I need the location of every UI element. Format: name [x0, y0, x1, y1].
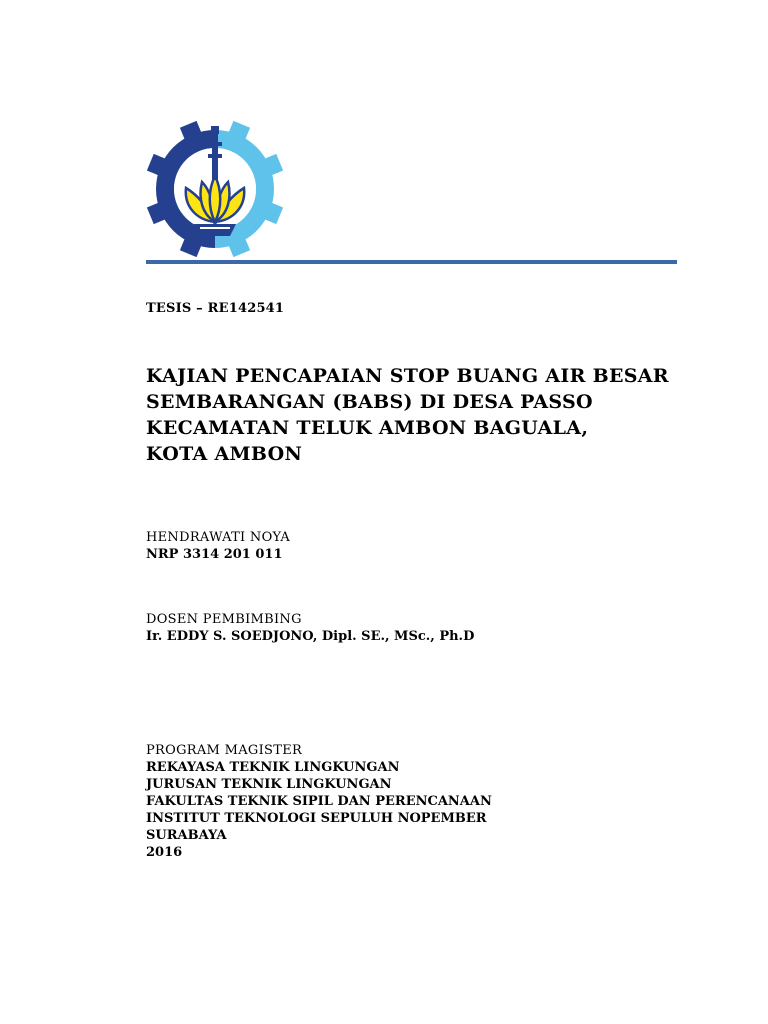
advisor-block	[146, 611, 474, 645]
institution-line: JURUSAN TEKNIK LINGKUNGAN	[146, 777, 392, 792]
institution-block	[146, 742, 492, 861]
gear-lotus-icon	[144, 118, 286, 260]
institution-line: REKAYASA TEKNIK LINGKUNGAN	[146, 760, 400, 775]
institution-line: PROGRAM MAGISTER	[146, 743, 303, 758]
author-name: HENDRAWATI NOYA	[146, 530, 291, 545]
institution-line: FAKULTAS TEKNIK SIPIL DAN PERENCANAAN	[146, 794, 492, 809]
title-line: KAJIAN PENCAPAIAN STOP BUANG AIR BESAR	[146, 365, 669, 387]
title-line: SEMBARANGAN (BABS) DI DESA PASSO	[146, 391, 593, 413]
title-line: KOTA AMBON	[146, 443, 303, 465]
author-nrp: NRP 3314 201 011	[146, 547, 283, 562]
document-code: TESIS – RE142541	[146, 301, 285, 316]
its-logo-icon	[144, 118, 286, 260]
institution-line: 2016	[146, 845, 183, 860]
institution-line: INSTITUT TEKNOLOGI SEPULUH NOPEMBER	[146, 811, 487, 826]
title-line: KECAMATAN TELUK AMBON BAGUALA,	[146, 417, 589, 439]
author-block	[146, 529, 290, 563]
institution-line: SURABAYA	[146, 828, 227, 843]
header-rule	[146, 260, 677, 264]
advisor-name: Ir. EDDY S. SOEDJONO, Dipl. SE., MSc., Ph.D	[146, 629, 475, 644]
thesis-title	[146, 363, 669, 467]
advisor-heading: DOSEN PEMBIMBING	[146, 612, 302, 627]
